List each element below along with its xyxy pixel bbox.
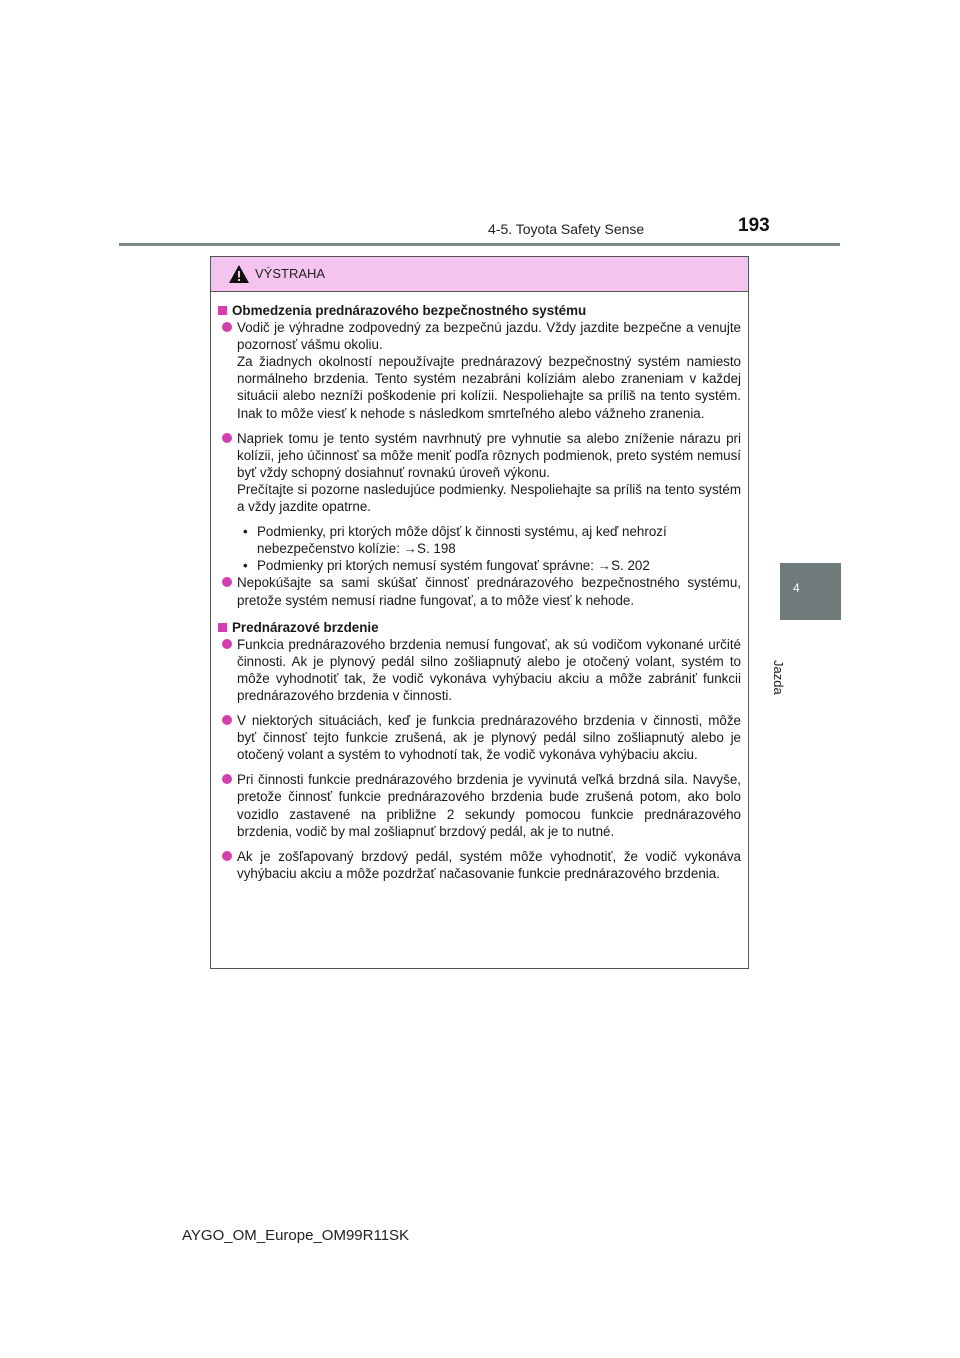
warning-body [211, 292, 748, 882]
circle-bullet-icon [222, 774, 232, 784]
list-item [217, 574, 741, 608]
circle-bullet-icon [222, 577, 232, 587]
sub-list-item [217, 523, 741, 557]
paragraph: Ak je zošľapovaný brzdový pedál, systém môže vyhodnotiť, že vodič vykonáva vyhýbaciu akciu a môže pozdržať načasovanie funkcie prednárazového brzdenia. [237, 848, 741, 881]
square-bullet-icon [218, 623, 227, 632]
sub-bullet-icon: • [243, 558, 248, 574]
square-bullet-icon [218, 306, 227, 315]
circle-bullet-icon [222, 851, 232, 861]
page-number: 193 [738, 215, 770, 236]
warning-triangle-icon [228, 264, 250, 284]
list-item [217, 712, 741, 763]
list-item [217, 430, 741, 515]
paragraph: Napriek tomu je tento systém navrhnutý pre vyhnutie sa alebo zníženie nárazu pri kolízii, jeho účinnosť sa môže meniť podľa rôznych podmienok, preto systém nemusí byť vždy schopný dosiahnuť rovnakú úroveň výkonu. [237, 430, 741, 480]
list-item [217, 319, 741, 422]
header-divider [119, 243, 840, 246]
section-title: 4-5. Toyota Safety Sense [488, 221, 645, 237]
paragraph: Prečítajte si pozorne nasledujúce podmienky. Nespoliehajte sa príliš na tento systém a vždy jazdite opatrne. [237, 481, 741, 515]
paragraph: Za žiadnych okolností nepoužívajte prednárazový bezpečnostný systém namiesto normálneho brzdenia. Tento systém nezabráni kolíziám alebo zraneniam v každej situácii alebo nezníži poškodenie pri kolízii. Nespoliehajte sa príliš na tento systém. Inak to môže viesť k nehode s následkom smrteľného alebo vážneho zranenia. [237, 354, 741, 421]
list-item [217, 848, 741, 882]
document-code: AYGO_OM_Europe_OM99R11SK [182, 1227, 410, 1244]
section-heading-text: Prednárazové brzdenie [232, 619, 379, 635]
paragraph: Funkcia prednárazového brzdenia nemusí fungovať, ak sú vodičom vykonané určité činnosti. Ak je plynový pedál silno zošliapnutý alebo je otočený volant, systém to môže vyhodnotiť tak, že vodič vykonáva vyhýbaciu akciu a môže zabrániť funkcii prednárazového brzdenia v činnosti. [237, 636, 741, 703]
list-item [217, 771, 741, 839]
chapter-tab[interactable] [780, 563, 841, 620]
chapter-label: Jazda [771, 660, 786, 695]
paragraph: V niektorých situáciách, keď je funkcia prednárazového brzdenia v činnosti, môže byť činnosť tejto funkcie zrušená, ak je plynový pedál silno zošliapnutý alebo je otočený volant a systém to vyhodnotí tak, že vodič vykonáva vyhýbaciu akciu. [237, 713, 741, 763]
sub-list-item [217, 557, 741, 574]
sub-list-text: Podmienky pri ktorých nemusí systém fungovať správne: →S. 202 [257, 558, 650, 574]
circle-bullet-icon [222, 433, 232, 443]
section-heading-text: Obmedzenia prednárazového bezpečnostného systému [232, 303, 587, 318]
paragraph: Vodič je výhradne zodpovedný za bezpečnú jazdu. Vždy jazdite bezpečne a venujte pozornosť vášmu okoliu. [237, 320, 741, 353]
circle-bullet-icon [222, 639, 232, 649]
warning-header [211, 257, 748, 292]
sub-list-text: Podmienky, pri ktorých môže dôjsť k činnosti systému, aj keď nehrozí nebezpečenstvo kolízie: →S. 198 [257, 524, 667, 557]
sub-bullet-icon: • [243, 524, 248, 540]
section-heading [217, 619, 741, 636]
paragraph: Pri činnosti funkcie prednárazového brzdenia je vyvinutá veľká brzdná sila. Navyše, pretože činnosť funkcie prednárazového brzdenia bude zrušená potom, ako bolo vozidlo zastavené na približne 2 sekundy pomocou funkcie prednárazového brzdenia, vodič by mal zošliapnuť brzdový pedál, ak je to nutné. [237, 772, 741, 839]
section-heading [217, 302, 741, 319]
chapter-number: 4 [793, 581, 800, 595]
list-item [217, 636, 741, 704]
circle-bullet-icon [222, 322, 232, 332]
warning-box [210, 256, 749, 969]
paragraph: Nepokúšajte sa sami skúšať činnosť prednárazového bezpečnostného systému, pretože systém nemusí riadne fungovať, a to môže viesť k nehode. [237, 575, 741, 608]
circle-bullet-icon [222, 715, 232, 725]
warning-title: VÝSTRAHA [255, 266, 326, 281]
